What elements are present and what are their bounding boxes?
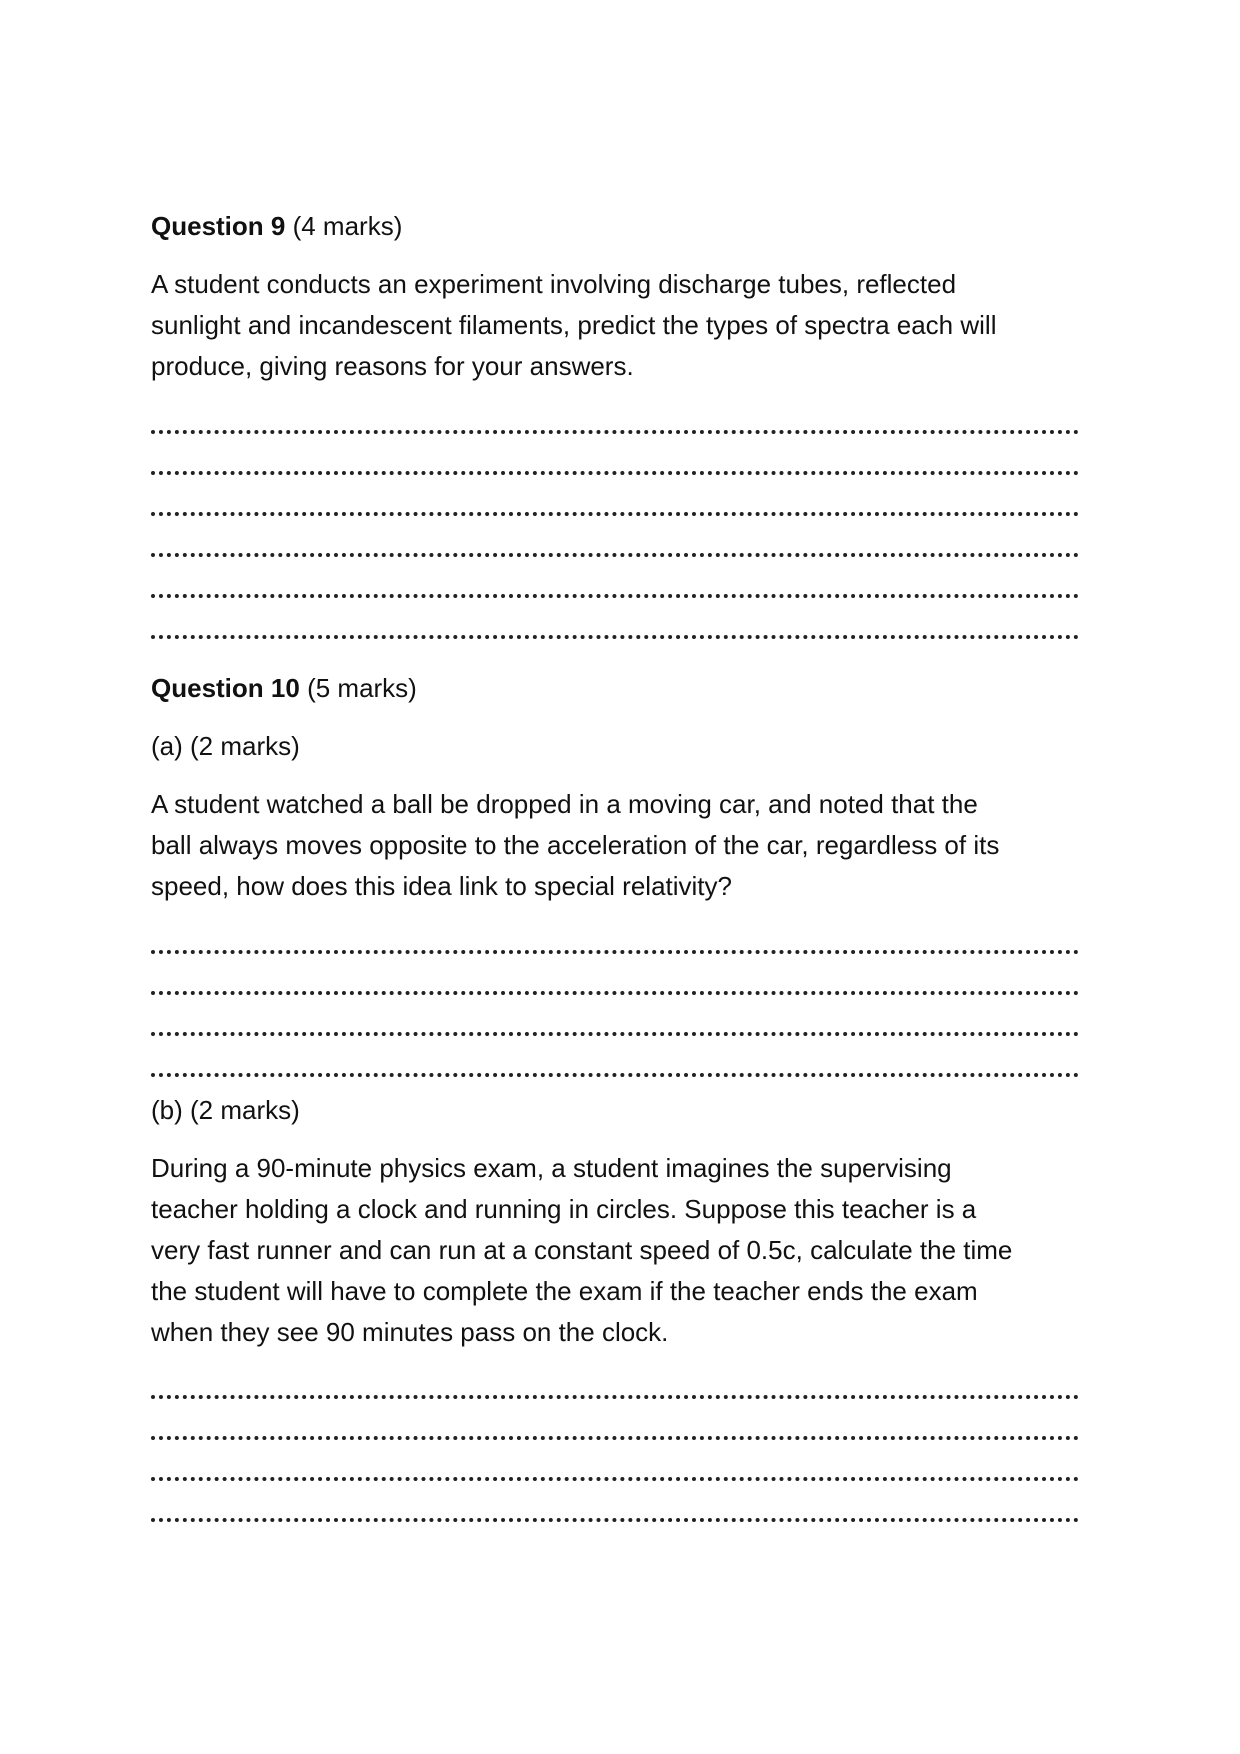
question-10a-answer-line[interactable] [151, 950, 1079, 954]
question-9-marks: (4 marks) [292, 211, 403, 241]
question-9-answer-line[interactable] [151, 635, 1079, 639]
question-9-text-line: sunlight and incandescent filaments, predict the types of spectra each will [151, 310, 997, 340]
question-10a-answer-line[interactable] [151, 1073, 1079, 1077]
question-10b-answer-line[interactable] [151, 1395, 1079, 1399]
question-10a-label: (a) (2 marks) [151, 731, 300, 761]
question-10b-text [151, 1148, 1091, 1353]
question-10a-answer-line[interactable] [151, 1032, 1079, 1036]
question-10a-answer-line[interactable] [151, 991, 1079, 995]
question-9-text-line: A student conducts an experiment involving discharge tubes, reflected [151, 269, 957, 299]
question-10b-label: (b) (2 marks) [151, 1095, 300, 1125]
question-9-answer-line[interactable] [151, 471, 1079, 475]
question-10a-text [151, 784, 1091, 907]
question-9-text [151, 264, 1091, 387]
question-10-heading [151, 672, 417, 704]
question-10b-text-line: teacher holding a clock and running in circles. Suppose this teacher is a [151, 1194, 977, 1224]
question-10b-text-line: the student will have to complete the exam if the teacher ends the exam [151, 1276, 978, 1306]
question-10-title: Question 10 [151, 673, 300, 703]
question-9-answer-line[interactable] [151, 553, 1079, 557]
question-10b-text-line: During a 90-minute physics exam, a student imagines the supervising [151, 1153, 952, 1183]
question-10b-text-line: when they see 90 minutes pass on the clock. [151, 1317, 669, 1347]
question-10a-text-line: ball always moves opposite to the acceleration of the car, regardless of its [151, 830, 1000, 860]
question-10b-answer-line[interactable] [151, 1477, 1079, 1481]
question-9-title: Question 9 [151, 211, 286, 241]
question-10a-text-line: A student watched a ball be dropped in a moving car, and noted that the [151, 789, 978, 819]
question-10-marks: (5 marks) [307, 673, 417, 703]
question-10a-text-line: speed, how does this idea link to special relativity? [151, 871, 732, 901]
question-9-answer-line[interactable] [151, 594, 1079, 598]
question-10b-text-line: very fast runner and can run at a constant speed of 0.5c, calculate the time [151, 1235, 1013, 1265]
question-10b-answer-line[interactable] [151, 1518, 1079, 1522]
question-9-answer-line[interactable] [151, 430, 1079, 434]
question-9-heading [151, 210, 402, 242]
question-9-answer-line[interactable] [151, 512, 1079, 516]
question-9-text-line: produce, giving reasons for your answers. [151, 351, 634, 381]
question-10b-answer-line[interactable] [151, 1436, 1079, 1440]
